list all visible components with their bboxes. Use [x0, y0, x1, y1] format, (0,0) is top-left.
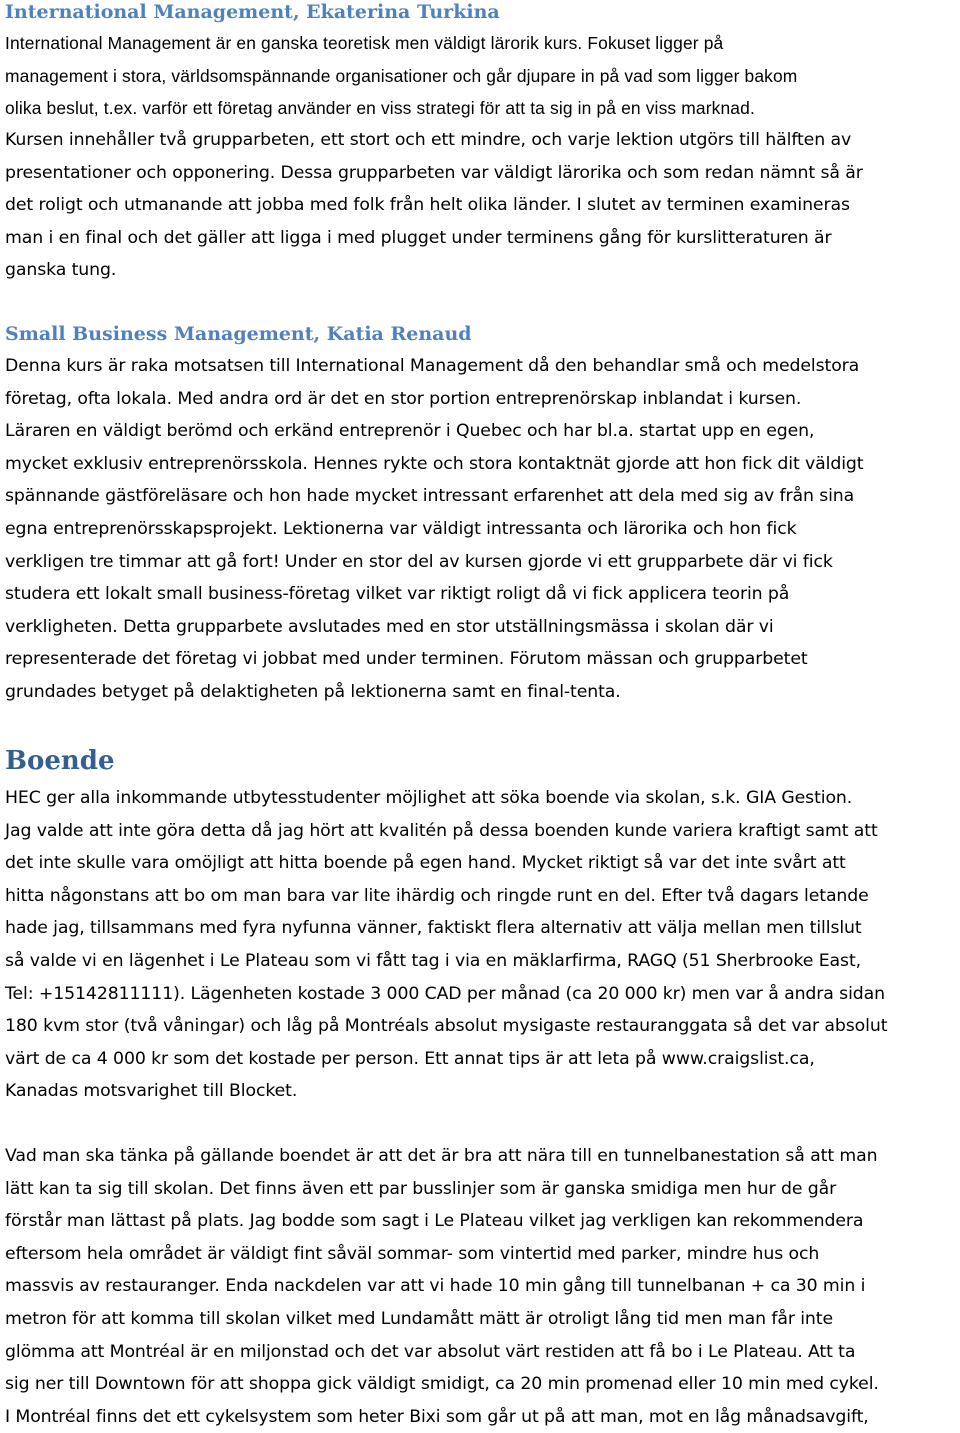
text-line: representerade det företag vi jobbat med under terminen. Förutom mässan och grupparbetet: [5, 649, 808, 670]
text-line: företag, ofta lokala. Med andra ord är det en stor portion entreprenörskap inblandat i kursen.: [5, 388, 802, 409]
text-line: man i en final och det gäller att ligga i med plugget under terminens gång för kurslitteraturen är: [5, 227, 832, 248]
paragraph-boende-2: [5, 1140, 879, 1433]
text-line: spännande gästföreläsare och hon hade mycket intressant erfarenhet att dela med sig av från sina: [5, 486, 855, 507]
text-line: I Montréal finns det ett cykelsystem som heter Bixi som går ut på att man, mot en låg månadsavgift,: [5, 1406, 869, 1427]
text-line: verkligen tre timmar att gå fort! Under en stor del av kursen gjorde vi ett grupparbete där vi fick: [5, 551, 833, 572]
paragraph-boende-1: [5, 782, 887, 1108]
text-line: Jag valde att inte göra detta då jag hört att kvalitén på dessa boenden kunde variera kraftigt samt att: [5, 820, 878, 841]
heading-small-business-management: Small Business Management, Katia Renaud: [5, 323, 472, 345]
text-line: presentationer och opponering. Dessa grupparbeten var väldigt lärorika och som redan nämnt så är: [5, 162, 863, 183]
text-line: det roligt och utmanande att jobba med folk från helt olika länder. I slutet av terminen examineras: [5, 195, 850, 216]
text-line: Tel: +15142811111). Lägenheten kostade 3 000 CAD per månad (ca 20 000 kr) men var å andra sidan: [5, 983, 886, 1004]
text-line: verkligheten. Detta grupparbete avslutades med en stor utställningsmässa i skolan där vi: [5, 616, 774, 637]
text-line: egna entreprenörsskapsprojekt. Lektionerna var väldigt intressanta och lärorika och hon fick: [5, 518, 797, 539]
text-line: mycket exklusiv entreprenörsskola. Hennes rykte och stora kontaktnät gjorde att hon fick dit väldigt: [5, 453, 864, 474]
text-line: hitta någonstans att bo om man bara var lite ihärdig och ringde runt en del. Efter två dagars letande: [5, 885, 869, 906]
text-line: så valde vi en lägenhet i Le Plateau som vi fått tag i via en mäklarfirma, RAGQ (51 Sherbrooke East,: [5, 950, 862, 971]
section-small-business-management: [5, 322, 472, 346]
text-line: Denna kurs är raka motsatsen till International Management då den behandlar små och medelstora: [5, 356, 860, 376]
text-line: sig ner till Downtown för att shoppa gick väldigt smidigt, ca 20 min promenad eller 10 min med cykel.: [5, 1374, 879, 1395]
section-international-management: [5, 0, 500, 24]
text-line: grundades betyget på delaktigheten på lektionerna samt en final-tenta.: [5, 681, 621, 702]
section-boende: [5, 745, 114, 777]
paragraph-international-management: [5, 27, 797, 125]
text-line: glömma att Montréal är en miljonstad och det var absolut värt restiden att få bo i Le Plateau. Att ta: [5, 1341, 856, 1362]
text-line: olika beslut, t.ex. varför ett företag använder en viss strategi för att ta sig in på en viss marknad.: [5, 98, 755, 119]
heading-international-management: International Management, Ekaterina Turkina: [5, 1, 500, 23]
text-line: Kanadas motsvarighet till Blocket.: [5, 1081, 298, 1102]
text-line: 180 kvm stor (två våningar) och låg på Montréals absolut mysigaste restauranggata så det var absolut: [5, 1016, 888, 1037]
paragraph-international-management-cont: [5, 124, 863, 287]
text-line: Läraren en väldigt berömd och erkänd entreprenör i Quebec och har bl.a. startat upp en egen,: [5, 421, 815, 442]
text-line: värt de ca 4 000 kr som det kostade per person. Ett annat tips är att leta på www.craigslist.ca,: [5, 1048, 815, 1069]
text-line: International Management är en ganska teoretisk men väldigt lärorik kurs. Fokuset ligger på: [5, 33, 724, 53]
text-line: metron för att komma till skolan vilket med Lundamått mätt är otroligt lång tid men man får inte: [5, 1308, 833, 1329]
text-line: studera ett lokalt small business-företag vilket var riktigt roligt då vi fick applicera teorin på: [5, 584, 790, 605]
text-line: Vad man ska tänka på gällande boendet är att det är bra att nära till en tunnelbanestation så att man: [5, 1146, 878, 1166]
text-line: HEC ger alla inkommande utbytesstudenter möjlighet att söka boende via skolan, s.k. GIA Gestion.: [5, 788, 853, 808]
text-line: massvis av restauranger. Enda nackdelen var att vi hade 10 min gång till tunnelbanan + ca 30 min i: [5, 1276, 866, 1297]
text-line: lätt kan ta sig till skolan. Det finns även ett par busslinjer som är ganska smidiga men hur de går: [5, 1178, 837, 1199]
text-line: förstår man lättast på plats. Jag bodde som sagt i Le Plateau vilket jag verkligen kan rekommendera: [5, 1211, 864, 1232]
text-line: det inte skulle vara omöjligt att hitta boende på egen hand. Mycket riktigt så var det inte svårt att: [5, 853, 846, 874]
heading-boende: Boende: [5, 746, 115, 776]
text-line: hade jag, tillsammans med fyra nyfunna vänner, faktiskt flera alternativ att välja mellan men tillslut: [5, 918, 862, 939]
text-line: Kursen innehåller två grupparbeten, ett stort och ett mindre, och varje lektion utgörs till hälften av: [5, 130, 852, 150]
text-line: ganska tung.: [5, 260, 117, 281]
paragraph-small-business-management: [5, 350, 863, 709]
text-line: management i stora, världsomspännande organisationer och går djupare in på vad som ligger bakom: [5, 65, 798, 86]
text-line: eftersom hela området är väldigt fint såväl sommar- som vintertid med parker, mindre hus och: [5, 1243, 820, 1264]
